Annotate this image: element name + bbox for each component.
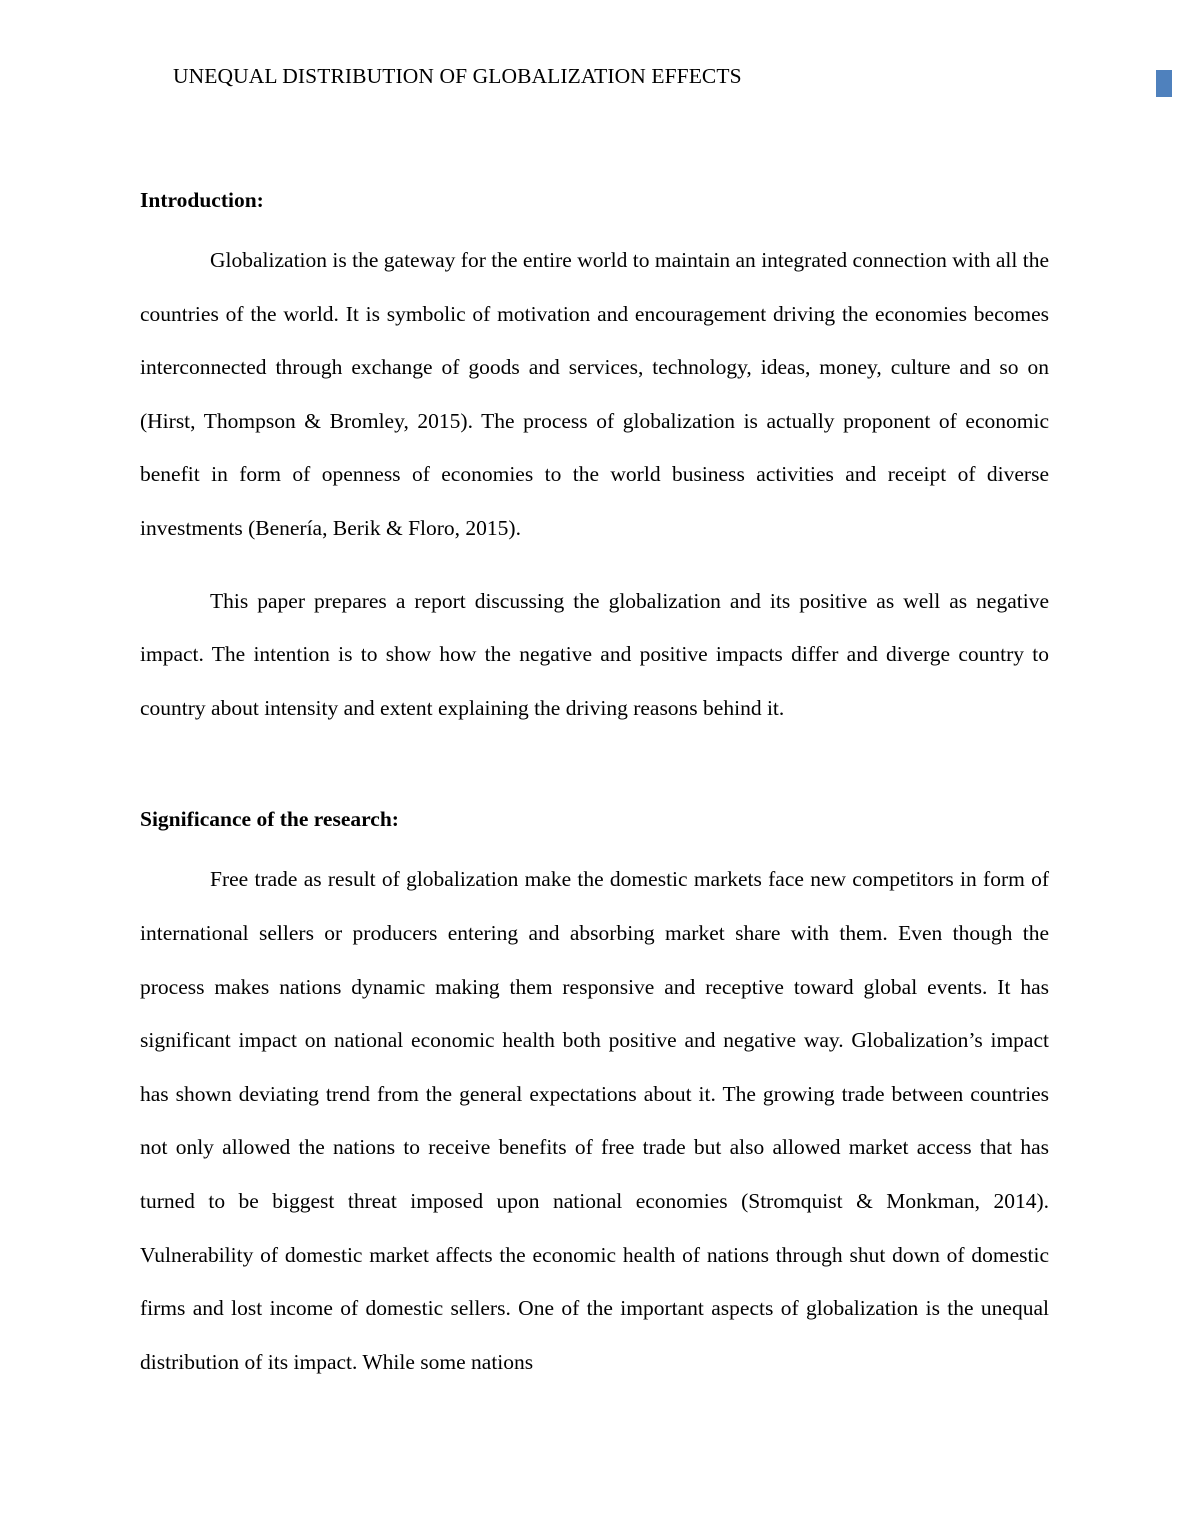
document-body — [140, 183, 1049, 1389]
significance-heading: Significance of the research: — [140, 807, 399, 832]
significance-paragraph-1: Free trade as result of globalization make the domestic markets face new competitors in form of international sellers or producers entering and absorbing market share with them. Even though the process makes nations dynamic making them responsive and receptive toward global events. It has significant impact on national economic health both positive and negative way. Globalization’s impact has shown deviating trend from the general expectations about it. The growing trade between countries not only allowed the nations to receive benefits of free trade but also allowed market access that has turned to be biggest threat imposed upon national economies (Stromquist & Monkman, 2014). Vulnerability of domestic market affects the economic health of nations through shut down of domestic firms and lost income of domestic sellers. One of the important aspects of globalization is the unequal distribution of its impact. While some nations — [140, 867, 1049, 1374]
page-marker — [1156, 70, 1172, 97]
introduction-paragraph-1: Globalization is the gateway for the entire world to maintain an integrated connection with all the countries of the world. It is symbolic of motivation and encouragement driving the economies becomes interconnected through exchange of goods and services, technology, ideas, money, culture and so on (Hirst, Thompson & Bromley, 2015). The process of globalization is actually proponent of economic benefit in form of openness of economies to the world business activities and receipt of diverse investments (Benería, Berik & Floro, 2015). — [140, 248, 1049, 540]
introduction-heading: Introduction: — [140, 188, 264, 212]
running-head: UNEQUAL DISTRIBUTION OF GLOBALIZATION EFFECTS — [173, 64, 742, 88]
introduction-paragraph-2: This paper prepares a report discussing the globalization and its positive as well as negative impact. The intention is to show how the negative and positive impacts differ and diverge country to country about intensity and extent explaining the driving reasons behind it. — [140, 588, 1049, 720]
